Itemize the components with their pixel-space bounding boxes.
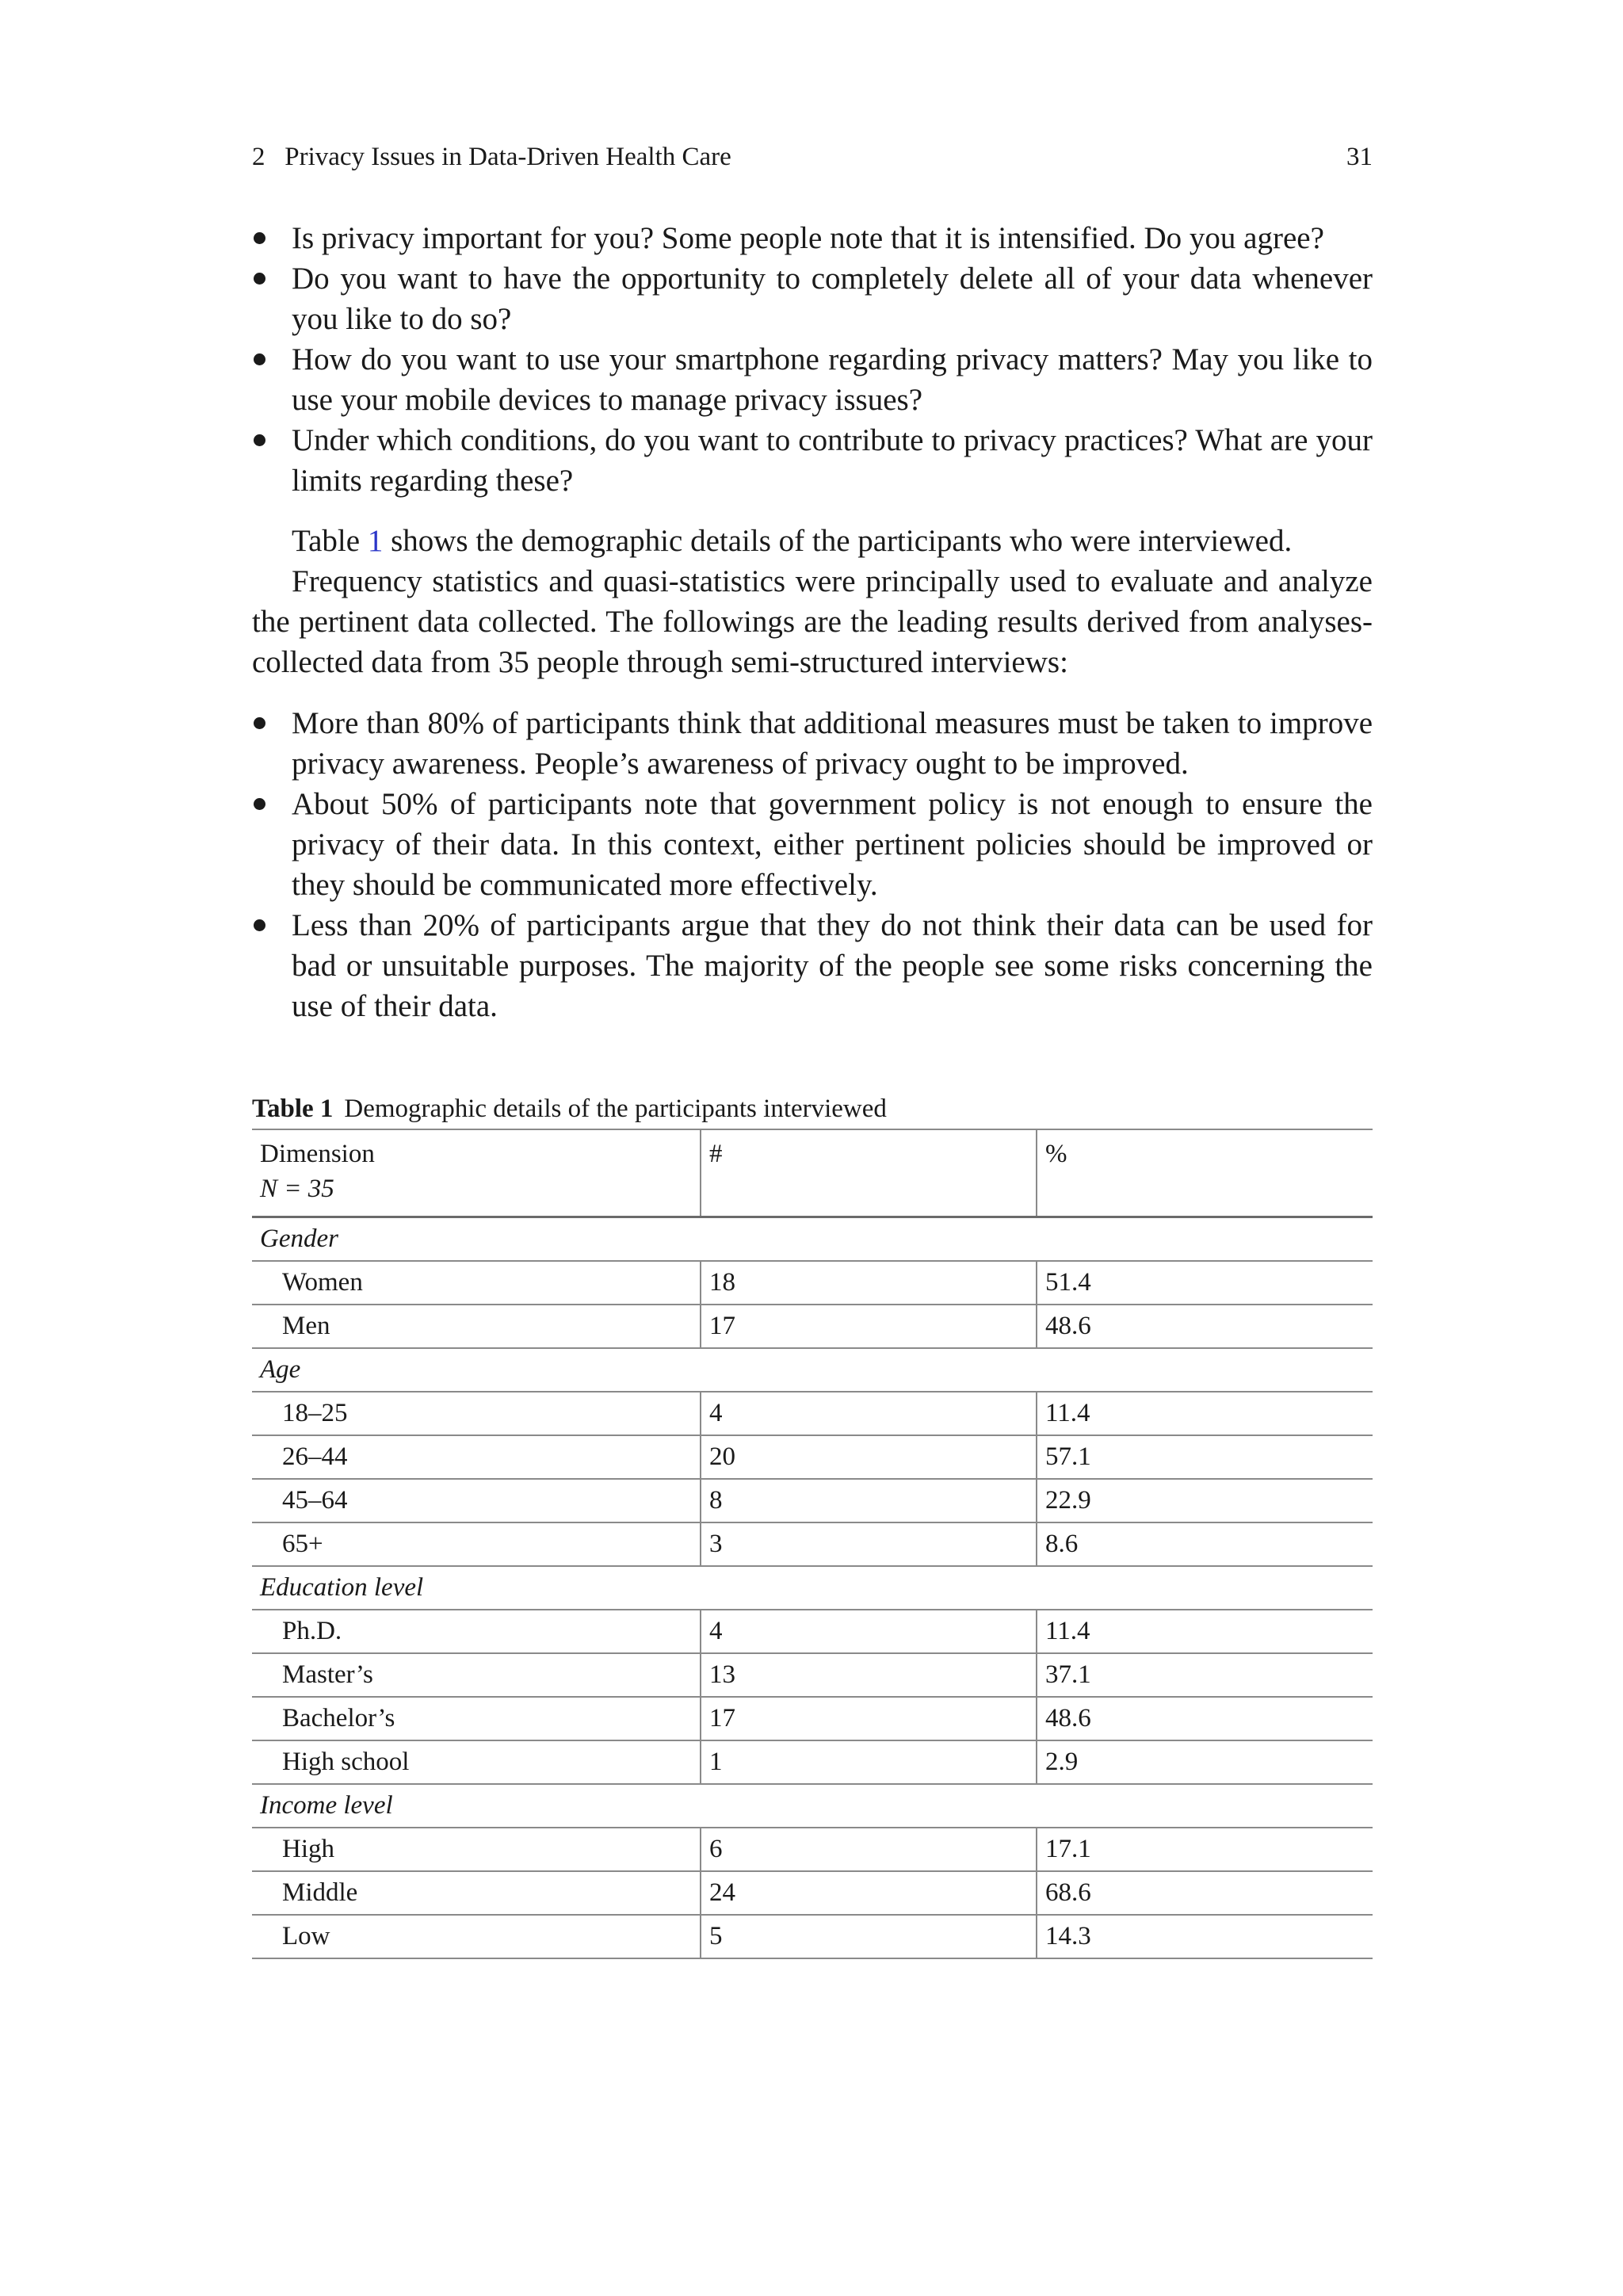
row-label: 45–64 xyxy=(252,1479,701,1522)
demographics-table xyxy=(252,1129,1373,1959)
row-label: Bachelor’s xyxy=(252,1697,701,1740)
row-label: 18–25 xyxy=(252,1392,701,1435)
row-count: 4 xyxy=(701,1392,1037,1435)
chapter-title: 2 Privacy Issues in Data-Driven Health Care xyxy=(252,143,731,171)
list-item: Under which conditions, do you want to contribute to privacy practices? What are your limits regarding these? xyxy=(252,420,1373,501)
bullet-icon xyxy=(254,919,265,931)
page-number: 31 xyxy=(1346,143,1373,171)
table-row xyxy=(252,1915,1373,1958)
row-percent: 48.6 xyxy=(1037,1697,1373,1740)
bullet-icon xyxy=(254,353,265,365)
table-label: Table 1 xyxy=(252,1095,334,1123)
bullet-icon xyxy=(254,232,265,244)
row-percent: 48.6 xyxy=(1037,1305,1373,1348)
table-row xyxy=(252,1871,1373,1915)
row-count: 4 xyxy=(701,1610,1037,1653)
table-row xyxy=(252,1305,1373,1348)
running-head xyxy=(252,139,1373,174)
table-row xyxy=(252,1828,1373,1871)
results-list xyxy=(252,703,1373,1026)
row-label: High school xyxy=(252,1740,701,1784)
section-row xyxy=(252,1348,1373,1392)
section-row xyxy=(252,1784,1373,1828)
table-reference-link[interactable]: 1 xyxy=(367,524,384,558)
body-paragraphs xyxy=(252,521,1373,682)
section-row xyxy=(252,1566,1373,1610)
bullet-icon xyxy=(254,717,265,729)
table-row xyxy=(252,1697,1373,1740)
table-row xyxy=(252,1479,1373,1522)
row-label: 65+ xyxy=(252,1522,701,1566)
table-row xyxy=(252,1610,1373,1653)
row-percent: 11.4 xyxy=(1037,1392,1373,1435)
table-header-row xyxy=(252,1129,1373,1217)
header-percent: % xyxy=(1037,1129,1373,1217)
row-count: 24 xyxy=(701,1871,1037,1915)
row-label: Master’s xyxy=(252,1653,701,1697)
section-label: Income level xyxy=(252,1784,1373,1828)
row-label: Women xyxy=(252,1261,701,1305)
row-count: 3 xyxy=(701,1522,1037,1566)
header-dimension: Dimension N = 35 xyxy=(252,1129,701,1217)
table-row xyxy=(252,1261,1373,1305)
sample-size: N = 35 xyxy=(260,1175,334,1203)
row-count: 1 xyxy=(701,1740,1037,1784)
row-label: Low xyxy=(252,1915,701,1958)
row-count: 17 xyxy=(701,1697,1037,1740)
list-item: Is privacy important for you? Some people note that it is intensified. Do you agree? xyxy=(252,218,1373,258)
table-row xyxy=(252,1522,1373,1566)
list-item: About 50% of participants note that government policy is not enough to ensure the privacy of their data. In this context, either pertinent policies should be improved or they should be communicated more effectively. xyxy=(252,784,1373,905)
row-percent: 57.1 xyxy=(1037,1435,1373,1479)
row-percent: 37.1 xyxy=(1037,1653,1373,1697)
row-label: High xyxy=(252,1828,701,1871)
table-row xyxy=(252,1435,1373,1479)
row-percent: 22.9 xyxy=(1037,1479,1373,1522)
row-count: 13 xyxy=(701,1653,1037,1697)
row-percent: 14.3 xyxy=(1037,1915,1373,1958)
bullet-icon xyxy=(254,798,265,810)
row-percent: 11.4 xyxy=(1037,1610,1373,1653)
table-row xyxy=(252,1740,1373,1784)
row-label: Men xyxy=(252,1305,701,1348)
list-item: Do you want to have the opportunity to completely delete all of your data whenever you like to do so? xyxy=(252,258,1373,339)
row-label: Middle xyxy=(252,1871,701,1915)
list-item: How do you want to use your smartphone regarding privacy matters? May you like to use your mobile devices to manage privacy issues? xyxy=(252,339,1373,420)
bullet-icon xyxy=(254,273,265,285)
row-percent: 2.9 xyxy=(1037,1740,1373,1784)
row-percent: 68.6 xyxy=(1037,1871,1373,1915)
table-caption: Table 1 Demographic details of the participants interviewed xyxy=(252,1095,887,1123)
row-label: 26–44 xyxy=(252,1435,701,1479)
section-row xyxy=(252,1217,1373,1262)
row-count: 18 xyxy=(701,1261,1037,1305)
row-count: 20 xyxy=(701,1435,1037,1479)
list-item: More than 80% of participants think that additional measures must be taken to improve privacy awareness. People’s awareness of privacy ought to be improved. xyxy=(252,703,1373,784)
paragraph: Table 1 shows the demographic details of the participants who were interviewed. xyxy=(292,524,1293,558)
row-percent: 8.6 xyxy=(1037,1522,1373,1566)
row-count: 6 xyxy=(701,1828,1037,1871)
row-count: 8 xyxy=(701,1479,1037,1522)
question-list xyxy=(252,218,1373,501)
list-item: Less than 20% of participants argue that they do not think their data can be used for bad or unsuitable purposes. The majority of the people see some risks concerning the use of their data. xyxy=(252,905,1373,1026)
table-row xyxy=(252,1653,1373,1697)
bullet-icon xyxy=(254,434,265,446)
row-percent: 17.1 xyxy=(1037,1828,1373,1871)
row-count: 5 xyxy=(701,1915,1037,1958)
table-row xyxy=(252,1392,1373,1435)
table-body xyxy=(252,1217,1373,1959)
section-label: Gender xyxy=(252,1217,1373,1262)
row-percent: 51.4 xyxy=(1037,1261,1373,1305)
row-count: 17 xyxy=(701,1305,1037,1348)
paragraph: Frequency statistics and quasi-statistics were principally used to evaluate and analyze the pertinent data collected. The followings are the leading results derived from analyses-collected data from 35 people through semi-structured interviews: xyxy=(252,564,1373,679)
row-label: Ph.D. xyxy=(252,1610,701,1653)
section-label: Age xyxy=(252,1348,1373,1392)
section-label: Education level xyxy=(252,1566,1373,1610)
header-count: # xyxy=(701,1129,1037,1217)
